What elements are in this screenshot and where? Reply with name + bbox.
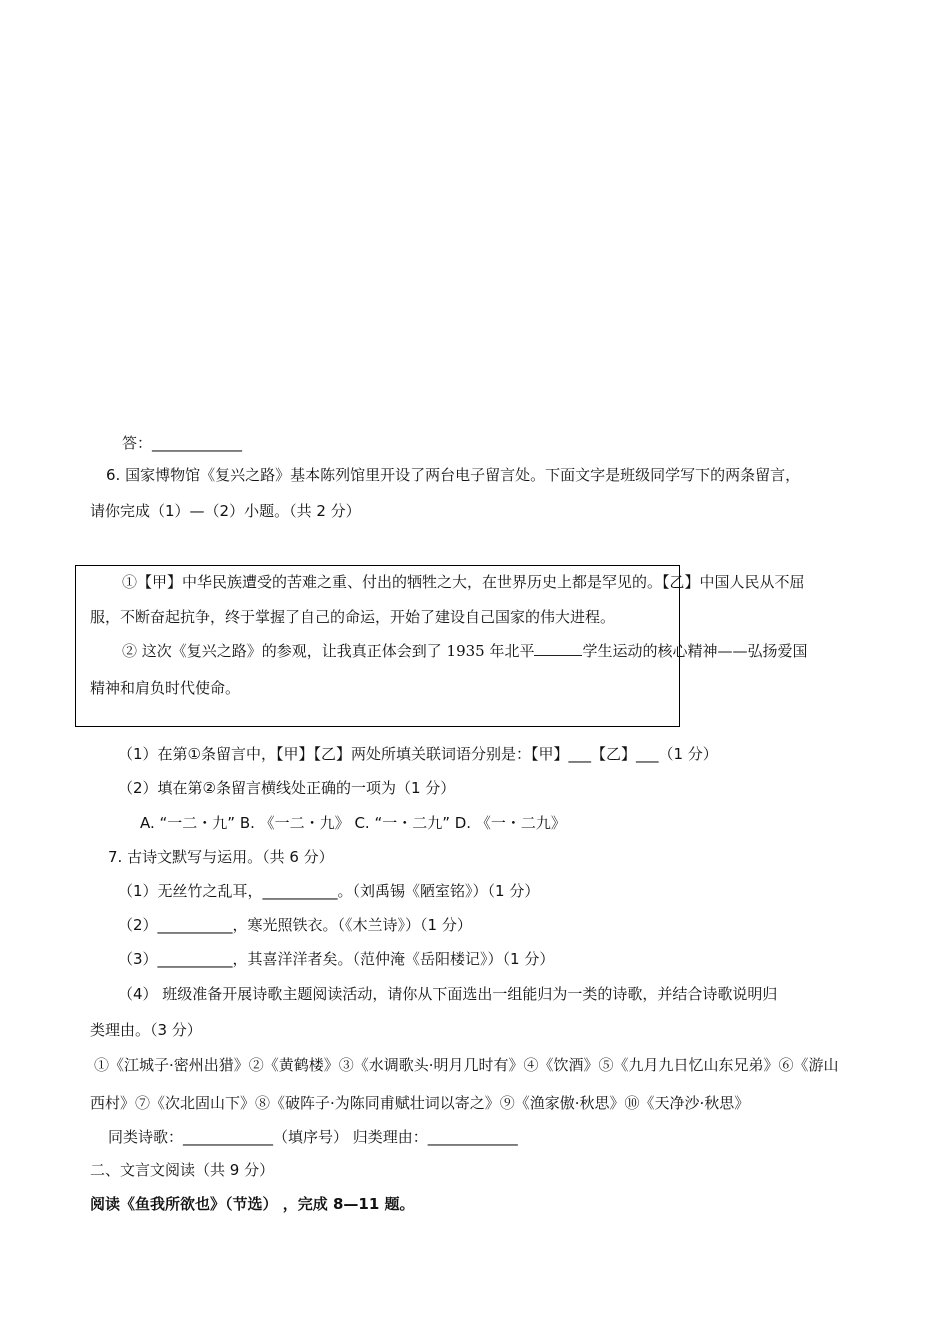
q6-sub1: （1）在第①条留言中，【甲】【乙】两处所填关联词语分别是：【甲】___【乙】___（1 分） — [118, 745, 718, 763]
section2-title: 二、文言文阅读（共 9 分） — [90, 1161, 275, 1179]
message1-line2: 服，不断奋起抗争，终于掌握了自己的命运，开始了建设自己国家的伟大进程。 — [90, 608, 616, 626]
answer-blank: ____________ — [152, 434, 243, 452]
q7-sub4-line2: 类理由。（3 分） — [90, 1021, 202, 1039]
answer-line — [122, 433, 902, 453]
q7-answer-line: 同类诗歌：____________（填序号） 归类理由：____________ — [108, 1128, 518, 1146]
q6-line1: 6. 国家博物馆《复兴之路》基本陈列馆里开设了两台电子留言处。下面文字是班级同学写下的两条留言， — [106, 466, 801, 484]
q7-sub3: （3）__________，其喜洋洋者矣。（范仲淹《岳阳楼记》）（1 分） — [118, 950, 555, 968]
message2-text-a: ② 这次《复兴之路》的参观，让我真正体会到了 1935 年北平 — [122, 642, 535, 660]
q6-sub2: （2）填在第②条留言横线处正确的一项为（1 分） — [118, 779, 456, 797]
q7-sub2: （2）__________，寒光照铁衣。（《木兰诗》）（1 分） — [118, 916, 472, 934]
poems-line2: 西村》⑦《次北固山下》⑧《破阵子·为陈同甫赋壮词以寄之》⑨《渔家傲·秋思》⑩《天净沙·秋思》 — [90, 1094, 750, 1112]
poems-line1: ①《江城子·密州出猎》②《黄鹤楼》③《水调歌头·明月几时有》④《饮酒》⑤《九月九日忆山东兄弟》⑥《游山 — [94, 1056, 839, 1074]
message2-line2: 精神和肩负时代使命。 — [90, 679, 241, 697]
q7-title: 7. 古诗文默写与运用。（共 6 分） — [108, 848, 334, 866]
q6-options: A. “一二・九” B. 《一二・九》 C. “一・二九” D. 《一・二九》 — [140, 814, 566, 832]
message2-line1 — [122, 641, 902, 661]
q6-line2: 请你完成（1）—（2）小题。（共 2 分） — [90, 502, 361, 520]
q7-sub1: （1）无丝竹之乱耳，__________。（刘禹锡《陋室铭》）（1 分） — [118, 882, 540, 900]
q7-sub4-line1: （4） 班级准备开展诗歌主题阅读活动，请你从下面选出一组能归为一类的诗歌，并结合诗歌说明归 — [118, 985, 778, 1003]
section2-instruction: 阅读《鱼我所欲也》（节选） ，完成 8—11 题。 — [90, 1195, 415, 1213]
message2-blank — [534, 641, 582, 656]
message1-line1: ①【甲】中华民族遭受的苦难之重、付出的牺牲之大，在世界历史上都是罕见的。【乙】中国人民从不屈 — [122, 573, 805, 591]
message2-text-b: 学生运动的核心精神——弘扬爱国 — [582, 642, 808, 660]
answer-label: 答： — [122, 434, 153, 452]
